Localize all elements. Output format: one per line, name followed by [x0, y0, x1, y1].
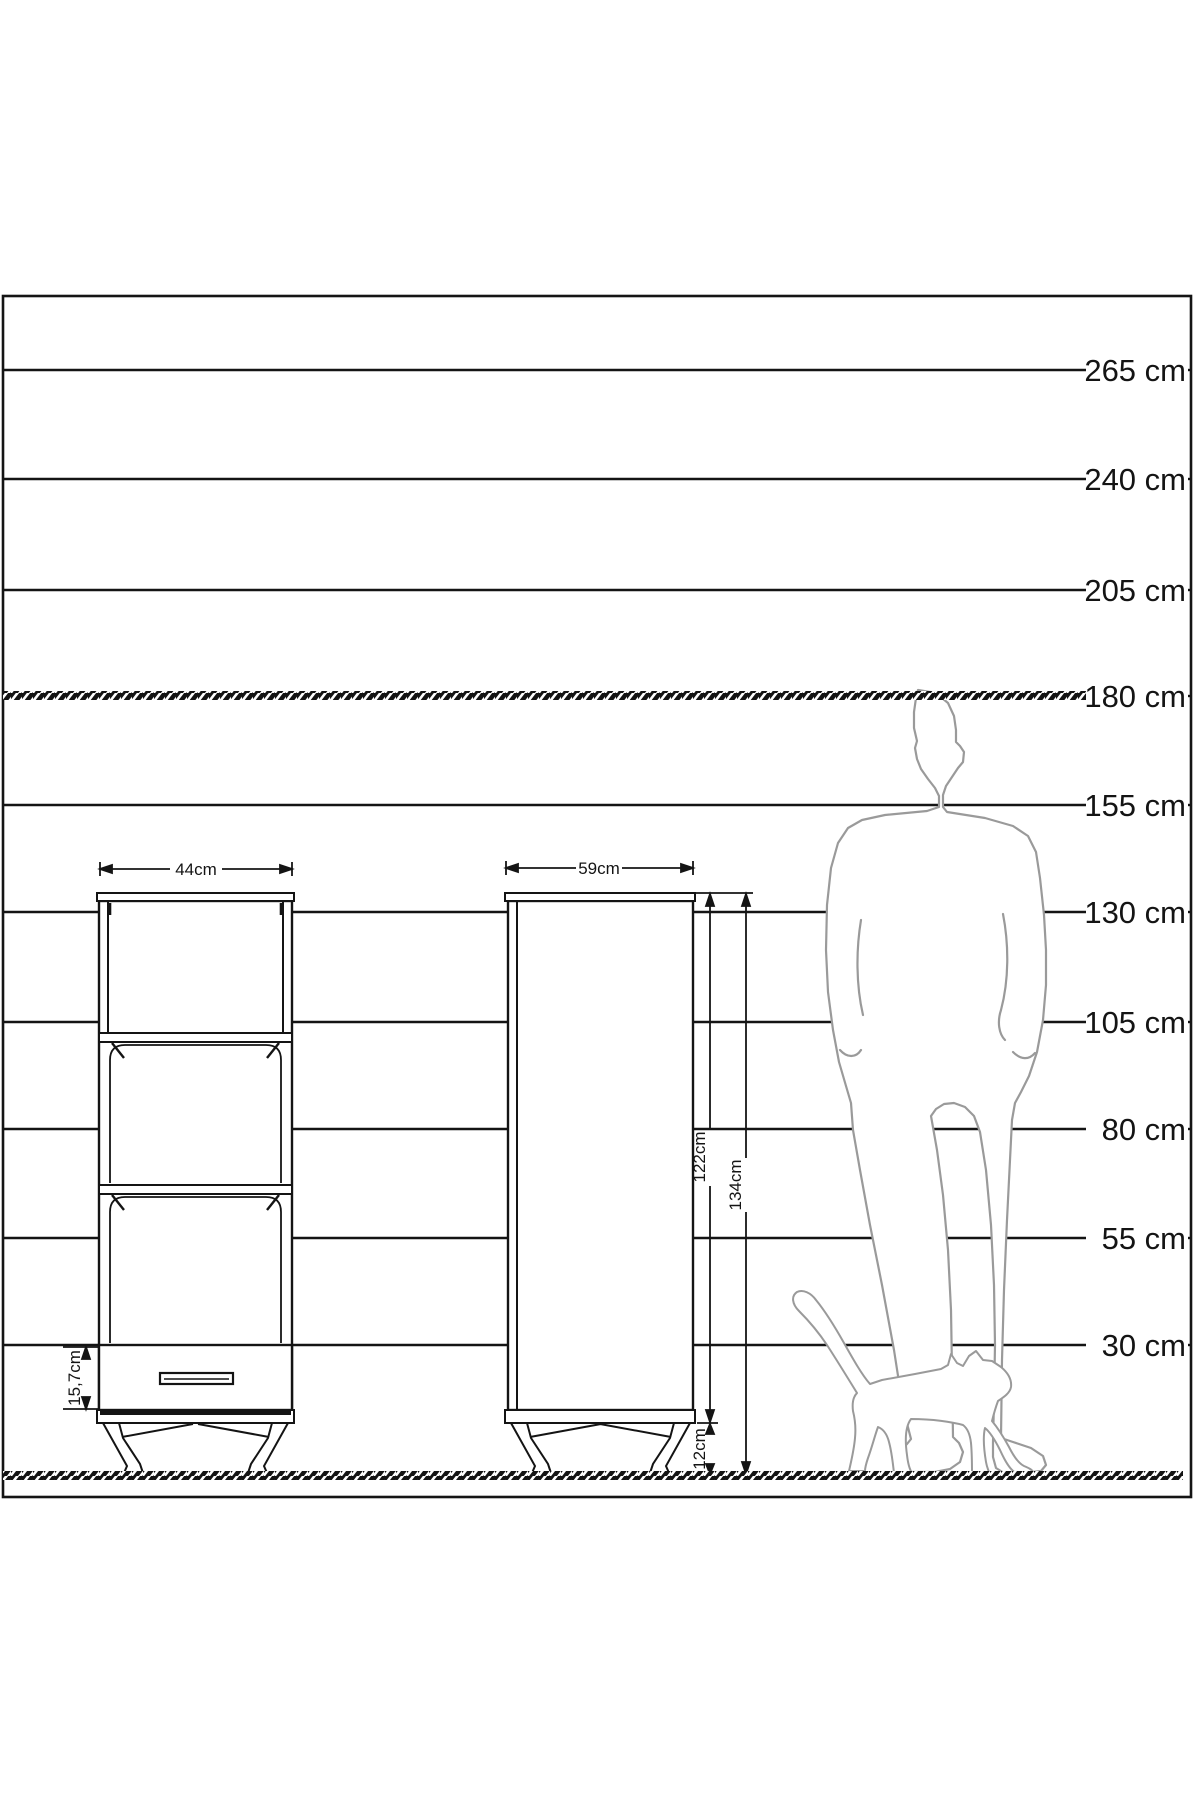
scale-label-105: 105 cm: [1084, 1005, 1186, 1040]
scale-label-205: 205 cm: [1084, 573, 1186, 608]
hatched-line-180: [3, 691, 1086, 700]
scale-label-240: 240 cm: [1084, 462, 1186, 497]
drawer-bottom-shadow: [100, 1410, 291, 1415]
right-cabinet-bottom-board: [505, 1410, 695, 1423]
scale-label-30: 30 cm: [1101, 1328, 1186, 1363]
drawer-height-label: 15,7cm: [65, 1350, 84, 1406]
leg-height-label: 12cm: [690, 1428, 709, 1470]
right-cabinet-body: [508, 901, 693, 1410]
shelf-board-2: [99, 1185, 292, 1194]
body-height-label: 122cm: [690, 1131, 709, 1183]
total-height-label: 134cm: [726, 1159, 745, 1211]
right-cabinet: [505, 893, 695, 1473]
cabinet2-width-label: 59cm: [578, 859, 620, 878]
shelf-board-1: [99, 1033, 292, 1042]
scale-label-80: 80 cm: [1101, 1112, 1186, 1147]
cabinet1-width-label: 44cm: [175, 860, 217, 879]
right-cabinet-top-board: [505, 893, 695, 901]
left-cabinet-body: [99, 901, 292, 1410]
scale-label-265: 265 cm: [1084, 353, 1186, 388]
scale-label-55: 55 cm: [1101, 1221, 1186, 1256]
left-cabinet-top-board: [97, 893, 294, 901]
left-cabinet: [97, 893, 294, 1473]
scale-label-130: 130 cm: [1084, 895, 1186, 930]
scale-label-155: 155 cm: [1084, 788, 1186, 823]
scale-label-180: 180 cm: [1084, 679, 1186, 714]
ground-line: [3, 1471, 1183, 1480]
